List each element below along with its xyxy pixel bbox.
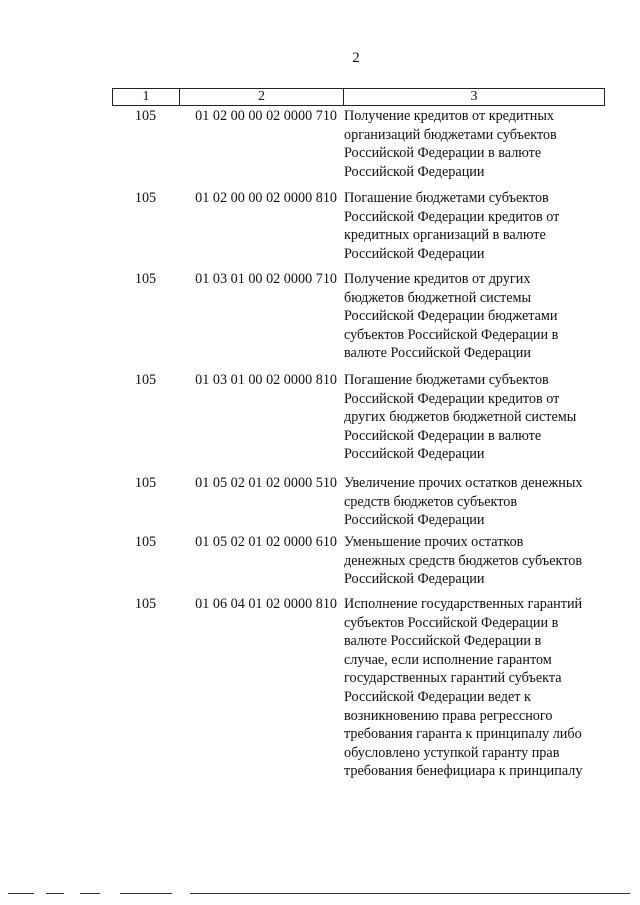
table-row [112, 270, 607, 371]
admin-code-cell: 105 [134, 596, 157, 612]
table-row [112, 107, 607, 189]
table-row [112, 371, 607, 474]
kbk-code-cell: 01 06 04 01 02 0000 810 [195, 596, 337, 612]
kbk-code-cell: 01 05 02 01 02 0000 610 [195, 534, 337, 550]
scan-line [120, 893, 172, 894]
scan-edge-marks [0, 893, 640, 897]
header-cell-2: 2 [180, 89, 344, 105]
table-row [112, 595, 607, 785]
scan-line [80, 893, 100, 894]
source-name-cell: Погашение бюджетами субъектов Российской Федерации кредитов от других бюджетов бюджетной системы Российской Федерации в валюте Российской Федерации [344, 372, 577, 463]
source-name-cell: Уменьшение прочих остатков денежных средств бюджетов субъектов Российской Федерации [344, 534, 583, 588]
scan-line [190, 893, 630, 894]
kbk-code-cell: 01 03 01 00 02 0000 810 [195, 372, 337, 388]
source-name-cell: Получение кредитов от кредитных организаций бюджетами субъектов Российской Федерации в валюте Российской Федерации [344, 108, 557, 180]
table-row [112, 189, 607, 270]
table-row [112, 474, 607, 533]
table-row [112, 533, 607, 595]
admin-code-cell: 105 [134, 108, 157, 124]
admin-code-cell: 105 [134, 475, 157, 491]
table-header [112, 88, 605, 106]
scan-line [8, 893, 34, 894]
kbk-code-cell: 01 02 00 00 02 0000 810 [195, 190, 337, 206]
source-name-cell: Исполнение государственных гарантий субъектов Российской Федерации в валюте Российской Федерации в случае, если исполнение гарантом государственных гарантий субъекта Российской Федерации ведет к возникновению права регрессного требования гаранта к принципалу либо обусловлено уступкой гаранту прав требования бенефициара к принципалу [344, 596, 583, 780]
kbk-code-cell: 01 02 00 00 02 0000 710 [195, 108, 337, 124]
admin-code-cell: 105 [134, 190, 157, 206]
header-cell-1: 1 [113, 89, 180, 105]
kbk-code-cell: 01 03 01 00 02 0000 710 [195, 271, 337, 287]
admin-code-cell: 105 [134, 534, 157, 550]
source-name-cell: Погашение бюджетами субъектов Российской Федерации кредитов от кредитных организаций в валюте Российской Федерации [344, 190, 560, 262]
kbk-code-cell: 01 05 02 01 02 0000 510 [195, 475, 337, 491]
admin-code-cell: 105 [134, 372, 157, 388]
table-body [112, 107, 607, 785]
header-cell-3: 3 [470, 89, 478, 104]
source-name-cell: Получение кредитов от других бюджетов бюджетной системы Российской Федерации бюджетами субъектов Российской Федерации в валюте Российской Федерации [344, 271, 559, 362]
admin-code-cell: 105 [134, 271, 157, 287]
source-name-cell: Увеличение прочих остатков денежных средств бюджетов субъектов Российской Федерации [344, 475, 583, 529]
page-number: 2 [352, 50, 360, 66]
scan-line [46, 893, 64, 894]
